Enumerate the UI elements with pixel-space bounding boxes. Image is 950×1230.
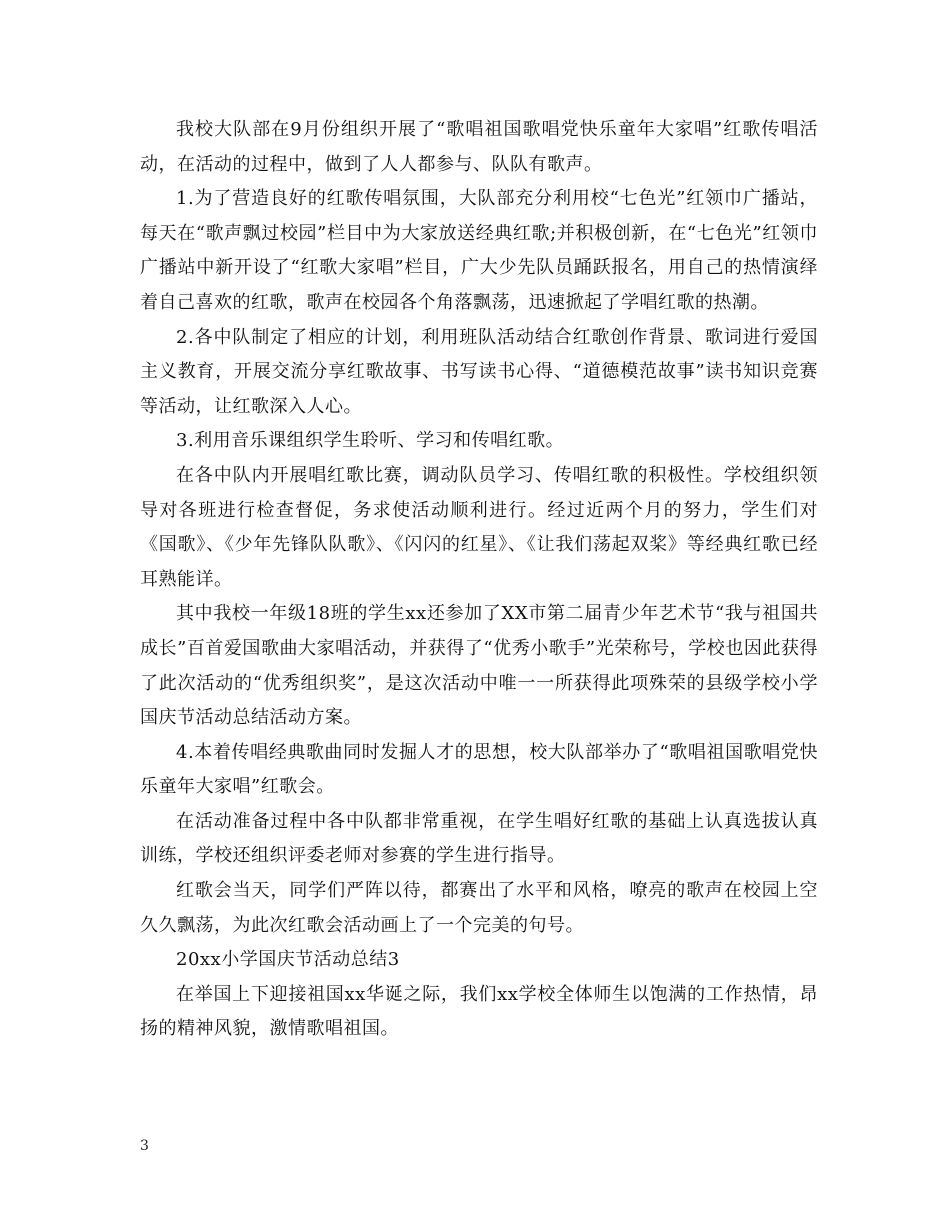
paragraph-award: 其中我校一年级18班的学生xx还参加了XX市第二届青少年艺术节“我与祖国共成长”百首爱国歌曲大家唱活动，并获得了“优秀小歌手”光荣称号，学校也因此获得了此次活动的“优秀组织奖”，是这次活动中唯一一所获得此项殊荣的县级学校小学国庆节活动总结活动方案。 bbox=[140, 603, 818, 729]
paragraph-item-1: 1.为了营造良好的红歌传唱氛围，大队部充分利用校“七色光”红领巾广播站，每天在“歌声飘过校园”栏目中为大家放送经典红歌;并积极创新，在“七色光”红领巾广播站中新开设了“红歌大家唱”栏目，广大少先队员踊跃报名，用自己的热情演绎着自己喜欢的红歌，歌声在校园各个角落飘荡，迅速掀起了学唱红歌的热潮。 bbox=[140, 188, 818, 313]
paragraph-preparation: 在活动准备过程中各中队都非常重视，在学生唱好红歌的基础上认真选拔认真训练，学校还组织评委老师对参赛的学生进行指导。 bbox=[140, 810, 818, 867]
paragraph-item-4: 4.本着传唱经典歌曲同时发掘人才的思想，校大队部举办了“歌唱祖国歌唱党快乐童年大家唱”红歌会。 bbox=[140, 741, 818, 798]
paragraph-item-3: 3.利用音乐课组织学生聆听、学习和传唱红歌。 bbox=[176, 430, 565, 452]
paragraph-celebration: 在举国上下迎接祖国xx华诞之际，我们xx学校全体师生以饱满的工作热情，昂扬的精神风貌，激情歌唱祖国。 bbox=[140, 983, 818, 1040]
document-body bbox=[140, 113, 818, 1047]
section-heading: 20xx小学国庆节活动总结3 bbox=[176, 949, 400, 971]
paragraph-intro: 我校大队部在9月份组织开展了“歌唱祖国歌唱党快乐童年大家唱”红歌传唱活动，在活动的过程中，做到了人人都参与、队队有歌声。 bbox=[140, 119, 818, 175]
page-number: 3 bbox=[140, 1138, 149, 1154]
paragraph-competition: 在各中队内开展唱红歌比赛，调动队员学习、传唱红歌的积极性。学校组织领导对各班进行检查督促，务求使活动顺利进行。经过近两个月的努力，学生们对《国歌》、《少年先锋队队歌》、《闪闪的红星》、《让我们荡起双桨》等经典红歌已经耳熟能详。 bbox=[140, 464, 818, 590]
paragraph-item-2: 2.各中队制定了相应的计划，利用班队活动结合红歌创作背景、歌词进行爱国主义教育，开展交流分享红歌故事、书写读书心得、“道德模范故事”读书知识竞赛等活动，让红歌深入人心。 bbox=[140, 326, 818, 417]
paragraph-concert-day: 红歌会当天，同学们严阵以待，都赛出了水平和风格，嘹亮的歌声在校园上空久久飘荡，为此次红歌会活动画上了一个完美的句号。 bbox=[140, 880, 818, 936]
